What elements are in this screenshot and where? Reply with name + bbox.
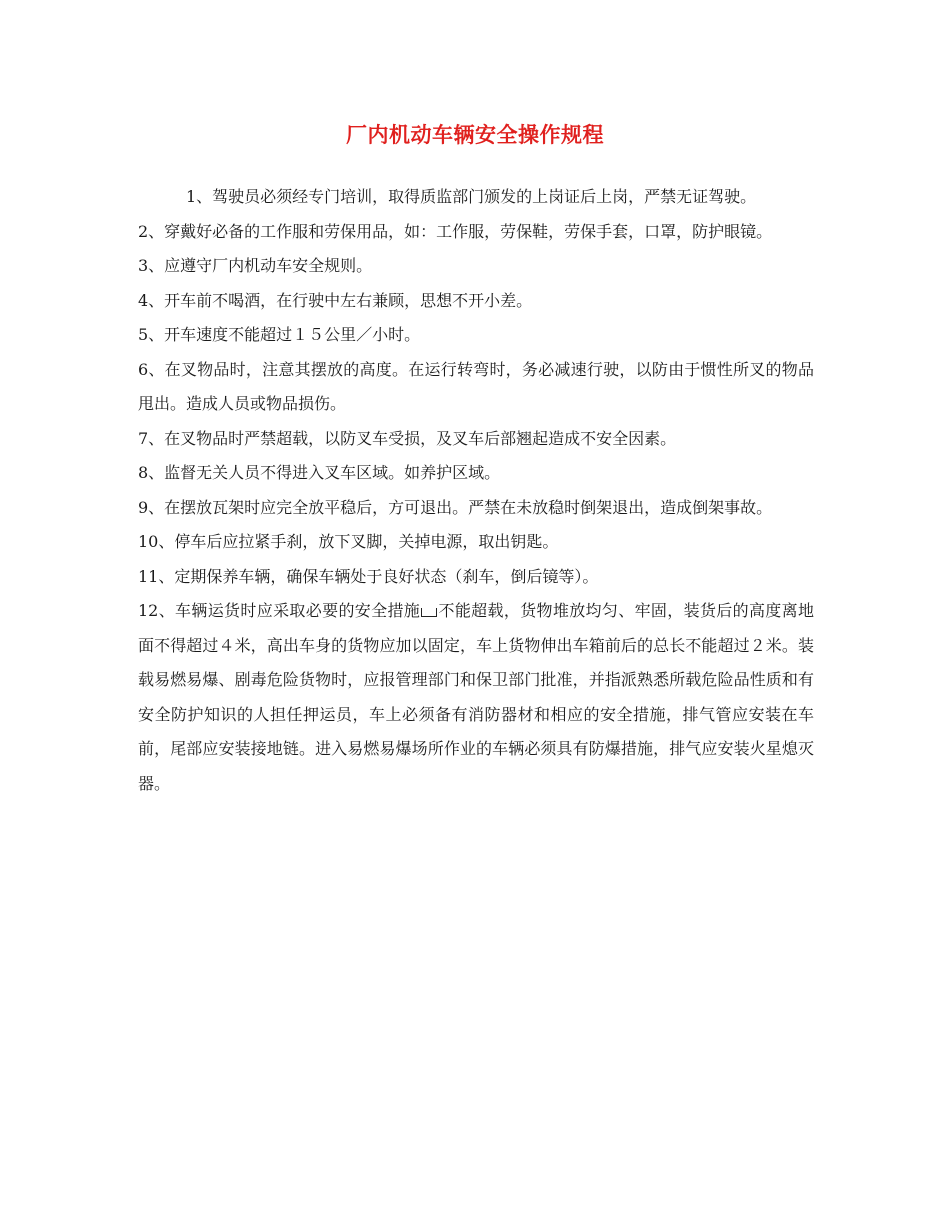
rule-paragraph-11: 11、定期保养车辆，确保车辆处于良好状态（刹车，倒后镜等）。 [138,566,599,586]
rule-paragraph-1: 1、驾驶员必须经专门培训，取得质监部门颁发的上岗证后上岗，严禁无证驾驶。 [186,187,757,206]
document-body [138,180,814,801]
rule-paragraph-4: 4、开车前不喝酒，在行驶中左右兼顾，思想不开小差。 [138,290,533,310]
rule-paragraph-5: 5、开车速度不能超过１５公里／小时。 [138,325,421,344]
rule-paragraph-12-lead: 12、车辆运货时应采取必要的安全措施 [138,601,421,620]
rule-paragraph-9: 9、在摆放瓦架时应完全放平稳后，方可退出。严禁在未放稳时倒架退出，造成倒架事故。 [138,497,773,517]
rule-paragraph-3: 3、应遵守厂内机动车安全规则。 [138,256,373,275]
rule-paragraph-2: 2、穿戴好必备的工作服和劳保用品，如：工作服，劳保鞋，劳保手套，口罩，防护眼镜。 [138,221,773,241]
document-title: 厂内机动车辆安全操作规程 [346,123,604,147]
rule-paragraph-8: 8、监督无关人员不得进入叉车区域。如养护区域。 [138,463,501,482]
rule-paragraph-6: 6、在叉物品时，注意其摆放的高度。在运行转弯时，务必减速行驶，以防由于惯性所叉的物品甩出。造成人员或物品损伤。 [138,359,814,413]
text-cursor-mark [421,608,437,617]
rule-paragraph-7: 7、在叉物品时严禁超载，以防叉车受损，及叉车后部翘起造成不安全因素。 [138,428,677,448]
rule-paragraph-12 [138,594,814,801]
rule-paragraph-10: 10、停车后应拉紧手刹，放下叉脚，关掉电源，取出钥匙。 [138,532,559,551]
rule-paragraph-12-rest: 不能超载，货物堆放均匀、牢固，装货后的高度离地面不得超过４米，高出车身的货物应加以固定，车上货物伸出车箱前后的总长不能超过２米。装载易燃易爆、剧毒危险货物时，应报管理部门和保卫部门批准，并指派熟悉所载危险品性质和有安全防护知识的人担任押运员，车上必须备有消防器材和相应的安全措施，排气管应安装在车前，尾部应安装接地链。进入易燃易爆场所作业的车辆必须具有防爆措施，排气应安装火星熄灭器。 [138,601,814,793]
